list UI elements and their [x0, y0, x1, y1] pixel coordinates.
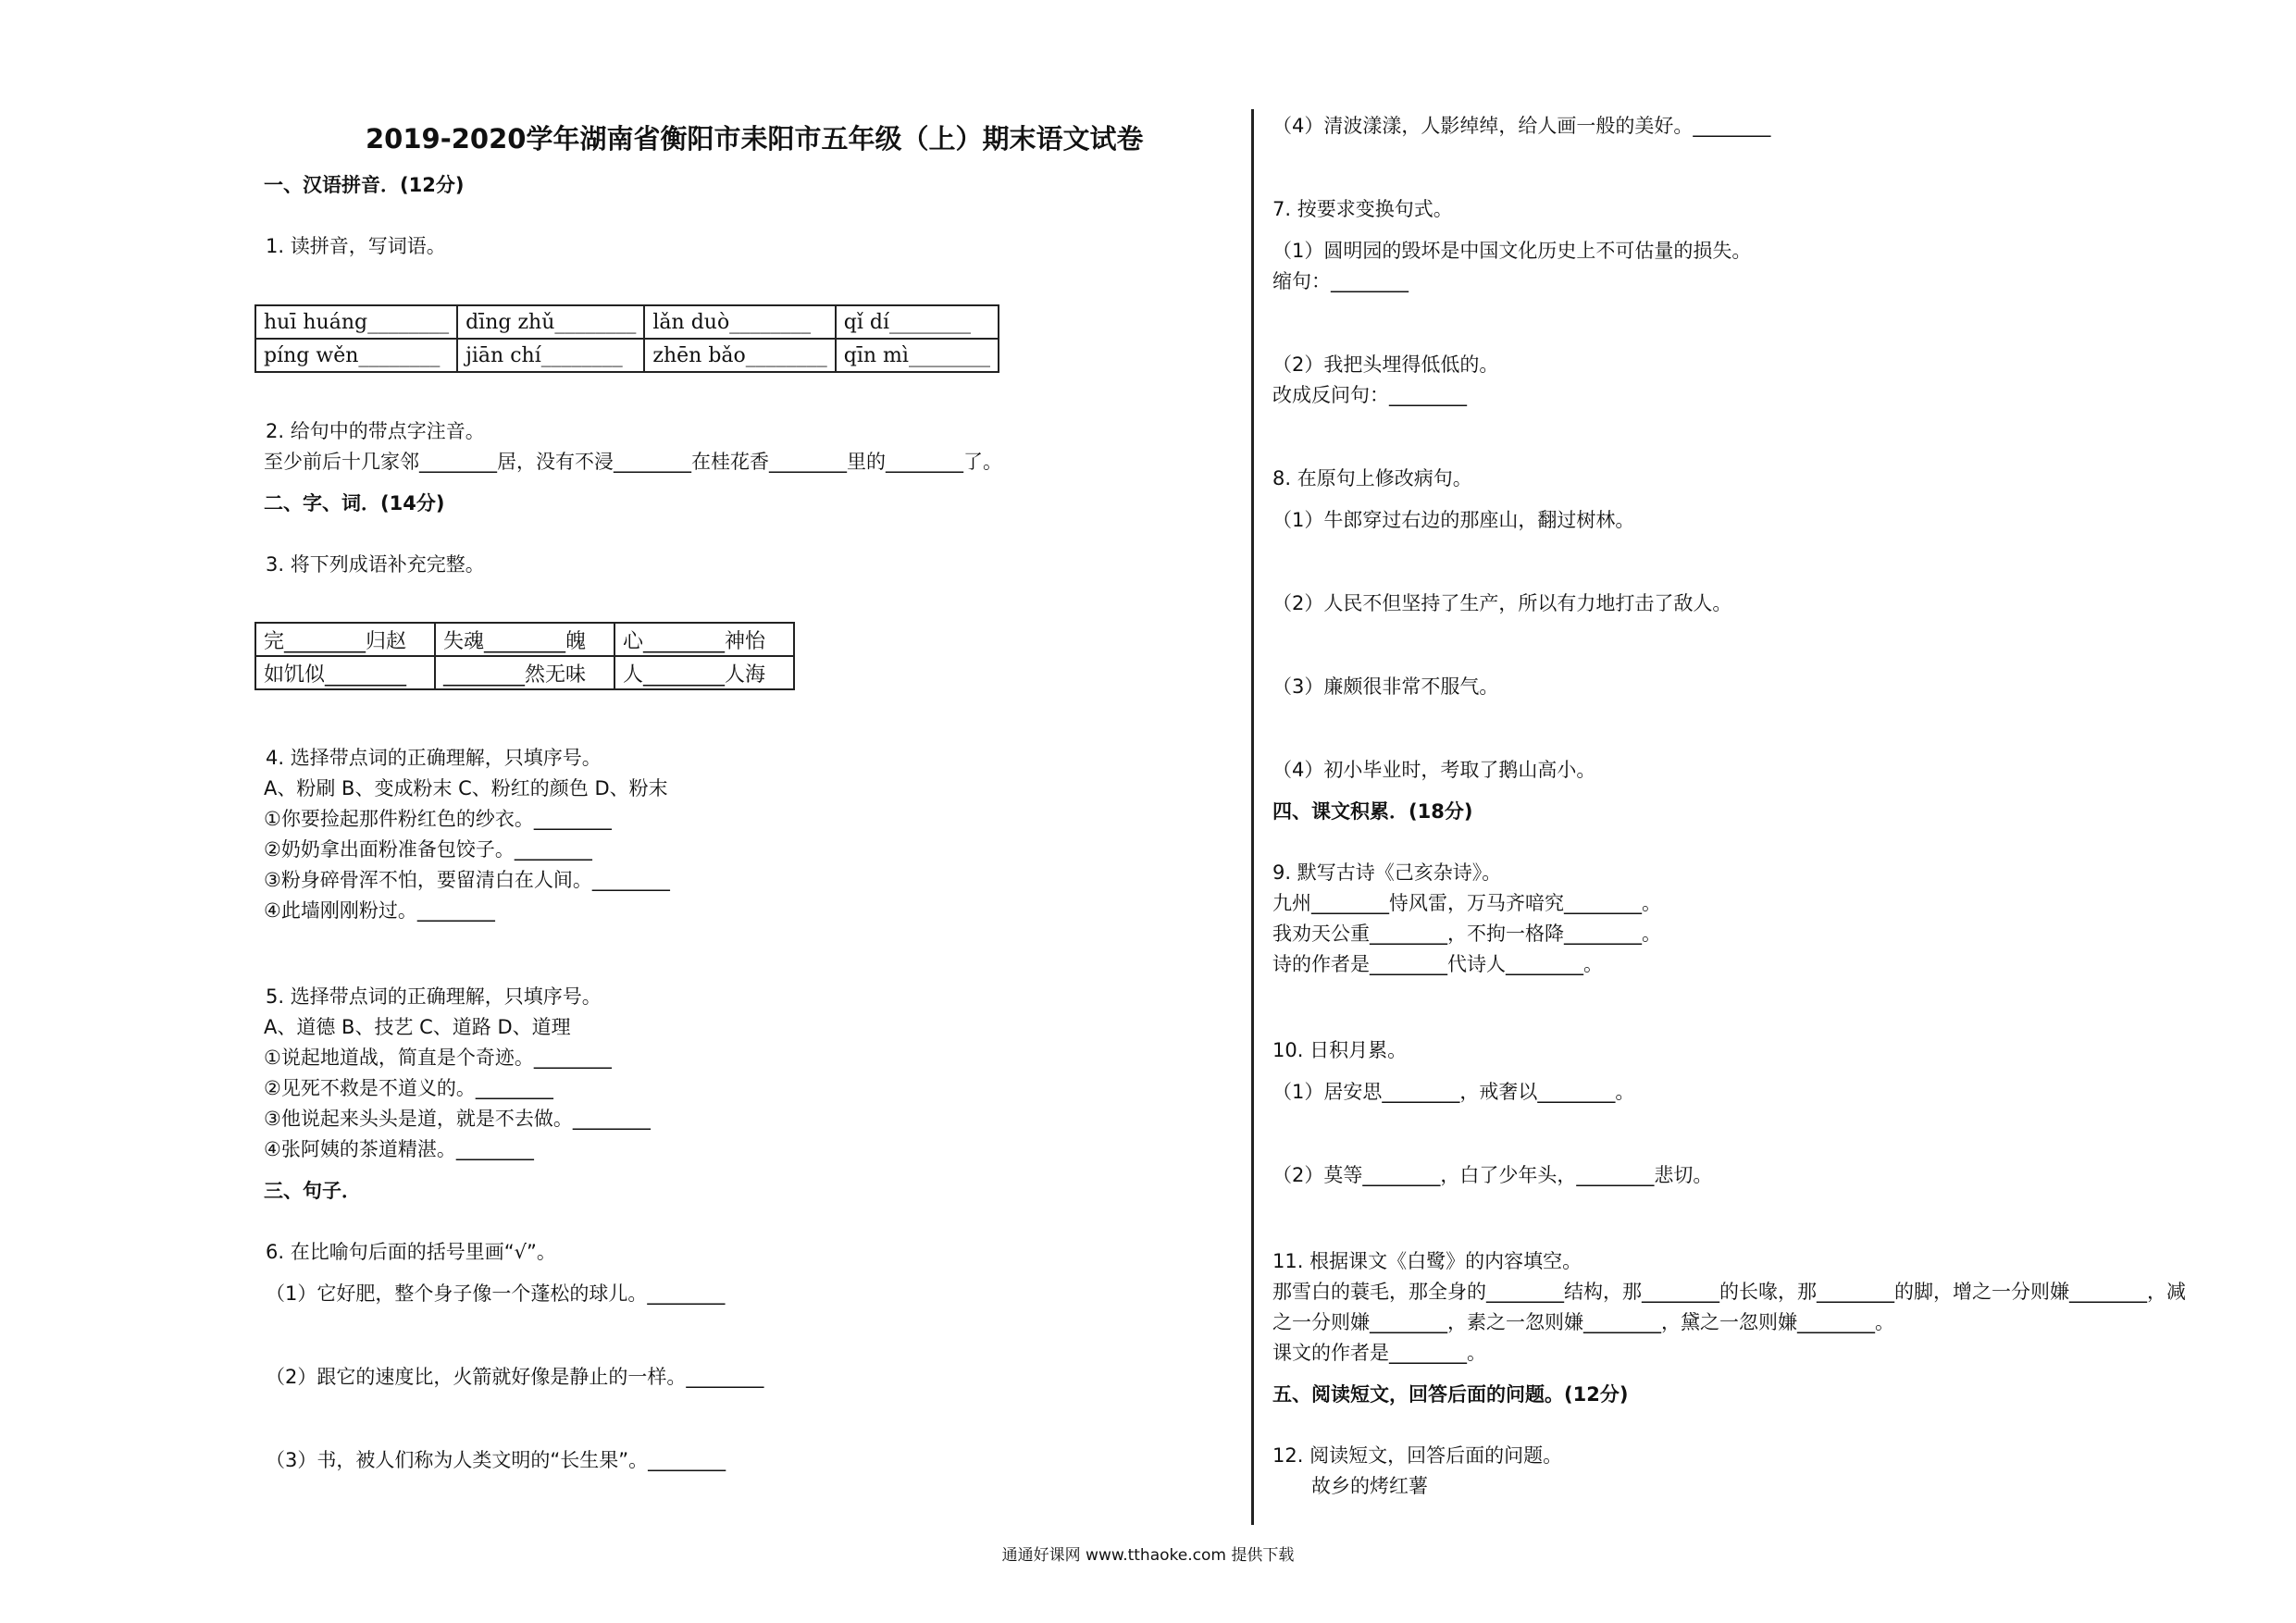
question-5-item: ③他说起来头头是道，就是不去做。________ — [264, 1108, 651, 1130]
question-5-item: ④张阿姨的茶道精湛。________ — [264, 1138, 534, 1160]
table-row — [255, 305, 999, 339]
section-2-heading: 二、字、词．(14分) — [264, 492, 445, 514]
question-9-line: 我劝天公重________，不拘一格降________。 — [1272, 923, 1661, 945]
question-4-item: ③粉身碎骨浑不怕，要留清白在人间。________ — [264, 869, 670, 891]
idiom-cell: 心________神怡 — [614, 623, 794, 656]
question-2-sentence: 至少前后十几家邻________居，没有不浸________在桂花香________里的________了。 — [264, 451, 1002, 473]
pinyin-cell: jiān chí________ — [457, 339, 644, 372]
question-4: 4. 选择带点词的正确理解，只填序号。 — [266, 747, 602, 769]
pinyin-cell: qǐ dí________ — [836, 305, 999, 339]
question-11: 11. 根据课文《白鹭》的内容填空。 — [1272, 1250, 1582, 1272]
question-6-item: （1）它好肥，整个身子像一个蓬松的球儿。________ — [266, 1282, 726, 1305]
question-3: 3. 将下列成语补充完整。 — [266, 553, 485, 576]
question-10: 10. 日积月累。 — [1272, 1039, 1408, 1061]
question-1: 1. 读拼音，写词语。 — [266, 235, 446, 257]
table-row — [255, 623, 794, 656]
idiom-cell: 完________归赵 — [255, 623, 435, 656]
idiom-cell: 失魂________魄 — [435, 623, 614, 656]
pinyin-cell: lǎn duò________ — [644, 305, 835, 339]
question-7-answer: 改成反问句：________ — [1272, 384, 1467, 406]
pinyin-table — [254, 304, 999, 373]
passage-title: 故乡的烤红薯 — [1311, 1475, 1428, 1497]
question-9-line: 诗的作者是________代诗人________。 — [1272, 953, 1603, 975]
question-7-item: （1）圆明园的毁坏是中国文化历史上不可估量的损失。 — [1272, 240, 1752, 262]
section-3-heading: 三、句子． — [264, 1180, 361, 1202]
question-6: 6. 在比喻句后面的括号里画“√”。 — [266, 1241, 556, 1263]
question-7-item: （2）我把头埋得低低的。 — [1272, 353, 1499, 376]
question-6-item: （4）清波漾漾，人影绰绰，给人画一般的美好。________ — [1272, 115, 1771, 137]
section-1-heading: 一、汉语拼音．(12分) — [264, 174, 465, 196]
question-4-options: A、粉刷 B、变成粉末 C、粉红的颜色 D、粉末 — [264, 777, 668, 799]
question-8-item: （4）初小毕业时，考取了鹅山高小。 — [1272, 759, 1596, 781]
table-row — [255, 656, 794, 689]
idiom-cell: ________然无味 — [435, 656, 614, 689]
question-8-item: （2）人民不但坚持了生产，所以有力地打击了敌人。 — [1272, 592, 1732, 614]
pinyin-cell: qīn mì________ — [836, 339, 999, 372]
footer-credit: 通通好课网 www.tthaoke.com 提供下载 — [1001, 1546, 1295, 1565]
question-2: 2. 给句中的带点字注音。 — [266, 420, 485, 442]
pinyin-cell: píng wěn________ — [255, 339, 457, 372]
question-11-line: 之一分则嫌________，素之一忽则嫌________，黛之一忽则嫌________。 — [1272, 1311, 1894, 1333]
table-row — [255, 339, 999, 372]
section-5-heading: 五、阅读短文，回答后面的问题。(12分) — [1272, 1383, 1629, 1406]
question-7-answer: 缩句：________ — [1272, 270, 1409, 292]
question-4-item: ②奶奶拿出面粉准备包饺子。________ — [264, 838, 592, 861]
page-title: 2019-2020学年湖南省衡阳市耒阳市五年级（上）期末语文试卷 — [366, 123, 1144, 155]
idiom-cell: 如饥似________ — [255, 656, 435, 689]
question-11-line: 课文的作者是________。 — [1272, 1342, 1486, 1364]
question-10-item: （1）居安思________，戒奢以________。 — [1272, 1081, 1635, 1103]
pinyin-cell: zhēn bǎo________ — [644, 339, 835, 372]
question-5-item: ②见死不救是不道义的。________ — [264, 1077, 553, 1099]
pinyin-cell: dīng zhǔ________ — [457, 305, 644, 339]
question-8: 8. 在原句上修改病句。 — [1272, 467, 1472, 489]
question-11-line: 那雪白的蓑毛，那全身的________结构，那________的长喙，那________的脚，增之一分则嫌________，减 — [1272, 1281, 2186, 1303]
question-4-item: ④此墙刚刚粉过。________ — [264, 899, 495, 922]
column-divider — [1251, 109, 1254, 1525]
question-5: 5. 选择带点词的正确理解，只填序号。 — [266, 985, 602, 1008]
question-9: 9. 默写古诗《己亥杂诗》。 — [1272, 861, 1502, 884]
question-5-item: ①说起地道战，简直是个奇迹。________ — [264, 1047, 612, 1069]
idiom-cell: 人________人海 — [614, 656, 794, 689]
question-6-item: （3）书，被人们称为人类文明的“长生果”。________ — [266, 1449, 726, 1471]
question-4-item: ①你要捡起那件粉红色的纱衣。________ — [264, 808, 612, 830]
question-9-line: 九州________恃风雷，万马齐喑究________。 — [1272, 892, 1661, 914]
question-8-item: （1）牛郎穿过右边的那座山，翻过树林。 — [1272, 509, 1635, 531]
question-10-item: （2）莫等________，白了少年头，________悲切。 — [1272, 1164, 1713, 1186]
pinyin-cell: huī huáng________ — [255, 305, 457, 339]
question-7: 7. 按要求变换句式。 — [1272, 198, 1453, 220]
question-6-item: （2）跟它的速度比，火箭就好像是静止的一样。________ — [266, 1366, 764, 1388]
question-5-options: A、道德 B、技艺 C、道路 D、道理 — [264, 1016, 571, 1038]
idiom-table — [254, 622, 795, 690]
question-8-item: （3）廉颇很非常不服气。 — [1272, 675, 1499, 698]
section-4-heading: 四、课文积累．(18分) — [1272, 800, 1473, 823]
question-12: 12. 阅读短文，回答后面的问题。 — [1272, 1444, 1563, 1467]
